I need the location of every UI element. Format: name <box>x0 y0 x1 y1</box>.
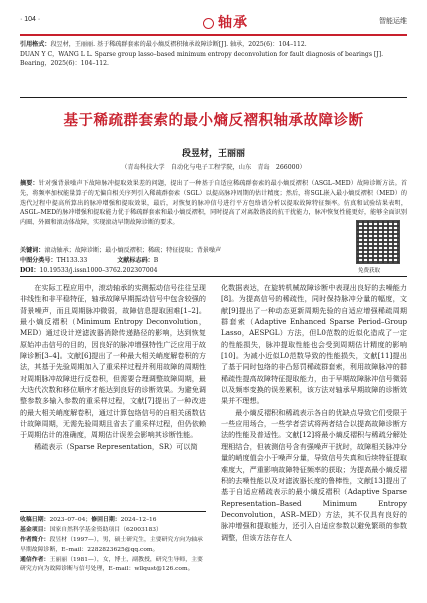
citation-label: 引用格式： <box>20 41 51 48</box>
fund-text: 国家自然科学基金资助项目（62003183） <box>49 527 162 534</box>
revised-label: 修回日期： <box>91 516 121 523</box>
clc-value: TH133.33 <box>56 257 88 264</box>
citation-en: DUAN Y C，WANG L L. Sparse group lasso–based minimum entropy deconvolution for fault diagnosis of bearings [J]. Bearing，2025(6)：104–112. <box>20 50 384 67</box>
footnote <box>20 515 206 574</box>
doi-line <box>20 265 158 274</box>
citation-block <box>20 40 407 69</box>
corresponding-label: 通信作者： <box>20 555 50 563</box>
received-label: 收稿日期： <box>20 516 50 523</box>
classification-line <box>20 255 158 264</box>
abstract-text: 针对强背景噪声下故障脉冲提取效果差的问题，提出了一种基于自适应稀疏群套索的最小熵反褶积（ASGL–MED）故障诊断方法。首先，将频率加权能量算子的无偏自相关序列引入稀疏群套索（SGL）以提高脉冲周期的估计精度；然后，将SGL嵌入最小熵反褶积（MED）的迭代过程中提高所算出的脉冲增强和提取效果，最后，对恢复的脉冲信号进行平方包络谱分析以提取故障特征频率。仿真和试验结果表明，ASGL–MED的脉冲增强和提取能力优于稀疏群套索和最小熵反褶积，同时提高了对离散谐波的抗干扰能力，脉冲恢复性能更好，能够全面识别内圈、外圈和滚动体故障，实现滚动早期故障诊断的要求。 <box>20 180 407 227</box>
clc-label: 中图分类号： <box>20 257 57 264</box>
qr-code-icon[interactable] <box>356 220 400 264</box>
qr-label: 免费获取 <box>358 268 381 274</box>
body-right-column <box>221 282 407 543</box>
body-paragraph: 在实际工程应用中，滚动轴承的实测振动信号往往呈现非线性和非平稳特征，轴承故障早期振动信号中包含较强的背景噪声，而且周期脉冲微弱，故障信息提取困难[1–2]。最小熵反褶积（Minimum Entropy Deconvolution，MED）通过设计逆滤波器消除传递路径的影响，达到恢复原始冲击信号的目的，因良好的脉冲增强特性广泛应用于故障诊断[3–4]。文献[6]提出了一种最大相关峭度解卷积的方法，其基于先验周期加入了重采样过程并利用故障的周期性对周期脉冲故障进行反卷积，但需要合理调整故障周期，最大迭代次数和移位顺序才能达到良好的诊断效果。为避免调整参数多输入参数的重采样过程，文献[7]提出了一种改进的最大相关峭度解卷积，通过计算包络信号的自相关函数估计故障周期，无需先验周期且省去了重采样过程，但仍依赖于周期估计的准确度，周期估计误差会影响其诊断性能。 <box>20 283 206 440</box>
article-authors: 段昱材，王丽丽 <box>181 149 245 159</box>
fund-label: 基金项目： <box>20 526 50 534</box>
doi-label: DOI： <box>20 267 40 274</box>
header-rule <box>20 34 407 36</box>
doc-code-label: 文献标志码： <box>117 257 154 264</box>
running-header <box>20 12 407 34</box>
keywords: 滚动轴承；故障诊断；最小熵反褶积；稀疏；特征提取；背景噪声 <box>44 247 222 254</box>
journal-logo <box>203 12 248 32</box>
corresponding-bio: 王丽丽（1981—），女，博士，副教授，研究生导师，主要研究方向为故障诊断与信号处理，E–mail：wllqust@126.com。 <box>20 556 203 573</box>
keywords-label: 关键词： <box>20 247 45 254</box>
abstract <box>20 179 407 228</box>
doi-value: 10.19533/j.issn1000–3762.202307004 <box>39 267 158 274</box>
citation-rule <box>20 97 407 98</box>
doc-code-value: B <box>153 257 159 264</box>
author-bio: 段昱材（1997—），男，硕士研究生，主要研究方向为轴承早期故障诊断，E–mail：2282823625@qq.com。 <box>20 537 203 553</box>
body-left-column <box>20 282 206 452</box>
keywords-line <box>20 245 221 254</box>
section-name: 智能运维 <box>379 18 407 25</box>
received-date: 2023–07–04； <box>49 517 92 523</box>
citation-cn: 段昱材，王丽丽. 基于稀疏群套索的最小熵反褶积轴承故障诊断[J]. 轴承，2025(6)：104–112. <box>50 41 307 48</box>
page-number: · 104 · <box>20 16 41 23</box>
body-paragraph: 最小熵反褶积和稀疏表示各自的优缺点导致它们受限于一些应用场合，一些学者尝试将两者结合以提高故障诊断方法的性能及普适性。文献[12]将最小熵反褶积与稀疏分解处理相结合，但被测信号含有强噪声干扰时，故障相关脉冲分量的峭度值会小于噪声分量，导致信号失真和后续特征提取难度大，严重影响故障特征频率的获取；为提高最小熵反褶积的去噪性能以及对滤波器长度的鲁棒性，文献[13]提出了基于自适应稀疏表示的最小熵反褶积（Adaptive Sparse Representation–Based Minimum Entropy Deconvolution，ASR–MED）方法，其不仅具有良好的脉冲增强和提取能力，还引入自适应参数以避免繁琐的参数调整，但该方法存在人 <box>221 407 407 542</box>
body-paragraph: 化数据表达，在旋转机械故障诊断中表现出良好的去噪能力[8]。为提高信号的稀疏性，同时保持脉冲分量的幅度，文献[9]提出了一种动态更新周期先验的自适应增强稀疏周期群套索（Adaptive Enhanced Sparse Period–Group Lasso，AESPGL）方法，但L0范数的近似化造成了一定的性能损失，脉冲提取性能也会受到周期估计精度的影响[10]。为减小近似L0范数导致的性能损失，文献[11]提出了基于同时包络的非凸惩罚稀疏群套索，利用故障脉冲的群稀疏性提高故障特征提取能力，由于早期故障脉冲信号微弱以及频率变换的误差累积，该方法对轴承早期故障的诊断效果并不理想。 <box>221 283 407 406</box>
journal-logo-text: 轴承 <box>218 15 248 31</box>
article-affiliation: （青岛科技大学 自动化与电子工程学院，山东 青岛 266000） <box>121 164 306 171</box>
body-paragraph: 稀疏表示（Sparse Representation，SR）可以简 <box>34 441 198 451</box>
abstract-label: 摘要： <box>20 180 39 187</box>
article-title: 基于稀疏群套索的最小熵反褶积轴承故障诊断 <box>63 113 364 129</box>
logo-mark-icon <box>203 18 214 29</box>
abstract-rule <box>20 276 407 277</box>
footnote-rule <box>20 511 206 512</box>
revised-date: 2024–12–16 <box>120 517 157 523</box>
author-bio-label: 作者简介： <box>20 536 50 544</box>
